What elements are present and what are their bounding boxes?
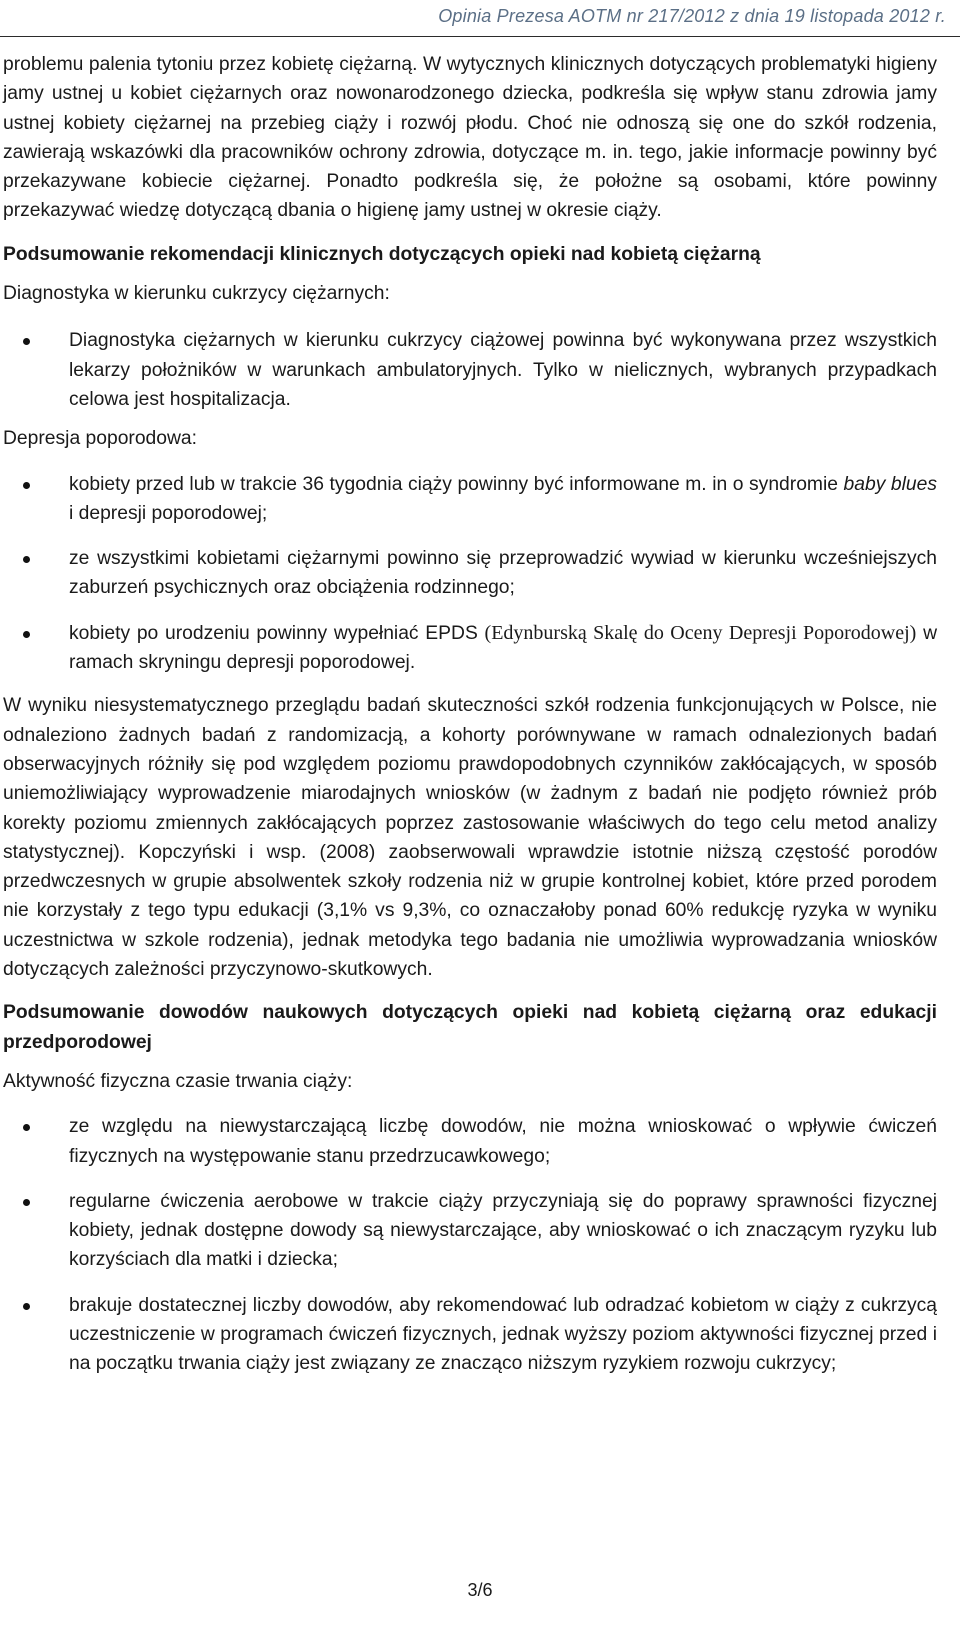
depression-label: Depresja poporodowa: xyxy=(3,428,198,450)
list-item xyxy=(3,1112,937,1171)
depression-list xyxy=(3,470,937,678)
list-item-text: kobiety po urodzeniu powinny wypełniać EPDS xyxy=(69,622,485,644)
review-paragraph: W wyniku niesystematycznego przeglądu badań skuteczności szkół rodzenia funkcjonujących w Polsce, nie odnaleziono żadnych badań z randomizacją, a kohorty porównywane w ramach odnalezionych badań obserwacyjnych różniły się pod względem poziomu prawdopodobnych czynników zakłócających, w sposób uniemożliwiający wyprowadzenie miarodajnych wniosków (w żadnym z badań nie podjęto również prób korekty poziomu zmiennych zakłócających poprzez zastosowanie właściwych do tego celu metod analizy statystycznej). Kopczyński i wsp. (2008) zaobserwowali wprawdzie istotnie niższą częstość porodów przedwczesnych w grupie absolwentek szkoły rodzenia niż w grupie kontrolnej kobiet, które przed porodem nie korzystały z tego typu edukacji (3,1% vs 9,3%, co oznaczałoby ponad 60% redukcję ryzyka w wyniku uczestnictwa w szkole rodzenia), jednak metodyka tego badania nie umożliwia wyprowadzania wniosków dotyczących zależności przyczynowo-skutkowych. xyxy=(3,695,937,981)
list-item-text: kobiety przed lub w trakcie 36 tygodnia ciąży powinny być informowane m. in o syndromie xyxy=(69,473,844,495)
list-item-text: Diagnostyka ciężarnych w kierunku cukrzycy ciążowej powinna być wykonywana przez wszystkich lekarzy położników w warunkach ambulatoryjnych. Tylko w nielicznych, wybranych przypadkach celowa jest hospitalizacja. xyxy=(69,330,937,410)
bullet-dot-icon xyxy=(23,338,30,345)
activity-label: Aktywność fizyczna czasie trwania ciąży: xyxy=(3,1070,353,1092)
list-item-text: ze względu na niewystarczającą liczbę dowodów, nie można wnioskować o wpływie ćwiczeń fizycznych na występowanie stanu przedrzucawkowego; xyxy=(69,1116,937,1167)
list-item-text: brakuje dostatecznej liczby dowodów, aby rekomendować lub odradzać kobietom w ciąży z cukrzycą uczestniczenie w programach ćwiczeń fizycznych, jednak wyższy poziom aktywności fizycznej przed i na początku trwania ciąży jest związany ze znacząco niższym ryzykiem rozwoju cukrzycy; xyxy=(69,1294,937,1375)
activity-list xyxy=(3,1112,937,1378)
bullet-dot-icon xyxy=(23,631,30,638)
section-heading-clinical: Podsumowanie rekomendacji klinicznych dotyczących opieki nad kobietą ciężarną xyxy=(3,243,761,265)
bullet-dot-icon xyxy=(23,1199,30,1206)
list-item-text: ze wszystkimi kobietami ciężarnymi powinno się przeprowadzić wywiad w kierunku wcześniejszych zaburzeń psychicznych oraz obciążenia rodzinnego; xyxy=(69,548,937,599)
list-item xyxy=(3,1291,937,1379)
diabetes-list xyxy=(3,326,937,414)
document-body xyxy=(3,50,937,1379)
term-baby-blues: baby blues xyxy=(843,473,938,495)
page-number: 3/6 xyxy=(467,1580,493,1600)
bullet-dot-icon xyxy=(23,556,30,563)
running-header: Opinia Prezesa AOTM nr 217/2012 z dnia 19 listopada 2012 r. xyxy=(438,6,946,26)
list-item xyxy=(3,1187,937,1275)
list-item xyxy=(3,619,937,678)
bullet-dot-icon xyxy=(23,1124,30,1131)
list-item-text: regularne ćwiczenia aerobowe w trakcie ciąży przyczyniają się do poprawy sprawności fizycznej kobiety, jednak dostępne dowody są niewystarczające, aby wnioskować o ich znaczącym ryzyku lub korzyściach dla matki i dziecka; xyxy=(69,1190,937,1271)
list-item-text-end: w ramach skryningu depresji poporodowej. xyxy=(69,622,938,674)
section-heading-evidence: Podsumowanie dowodów naukowych dotyczących opieki nad kobietą ciężarną oraz edukacji przedporodowej xyxy=(3,1002,937,1053)
list-item-text-end: i depresji poporodowej; xyxy=(69,502,268,524)
list-item xyxy=(3,544,937,603)
bullet-dot-icon xyxy=(23,482,30,489)
header-divider xyxy=(0,36,960,37)
intro-paragraph: problemu palenia tytoniu przez kobietę ciężarną. W wytycznych klinicznych dotyczących problematyki higieny jamy ustnej u kobiet ciężarnych oraz nowonarodzonego dziecka, podkreśla się wpływ stanu zdrowia jamy ustnej kobiety ciężarnej na przebieg ciąży i rozwój płodu. Choć nie odnoszą się one do szkół rodzenia, zawierają wskazówki dla pracowników ochrony zdrowia, dotyczące m. in. tego, jakie informacje powinny być przekazywane kobiecie ciężarnej. Ponadto podkreśla się, że położne są osobami, które powinny przekazywać wiedzę dotyczącą dbania o higienę jamy ustnej w okresie ciąży. xyxy=(3,54,937,222)
diabetes-label: Diagnostyka w kierunku cukrzycy ciężarnych: xyxy=(3,283,390,305)
list-item xyxy=(3,470,937,529)
list-item xyxy=(3,326,937,414)
bullet-dot-icon xyxy=(23,1303,30,1310)
epds-full-name: (Edynburską Skalę do Oceny Depresji Poporodowej) xyxy=(484,621,917,644)
